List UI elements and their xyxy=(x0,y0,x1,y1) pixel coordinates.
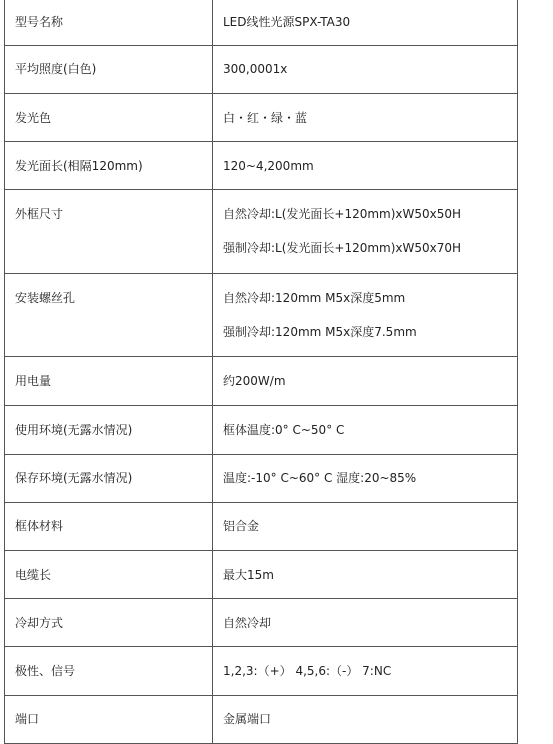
value-line: 自然冷却:L(发光面长+120mm)xW50x50H xyxy=(223,207,462,222)
row-value: 1,2,3:（+） 4,5,6:（-） 7:NC xyxy=(213,647,518,695)
row-value: 铝合金 xyxy=(213,502,518,550)
table-row xyxy=(5,454,518,502)
table-row xyxy=(5,357,518,406)
row-label: 发光色 xyxy=(5,93,213,141)
table-row xyxy=(5,551,518,599)
row-label: 冷却方式 xyxy=(5,599,213,647)
row-value: 框体温度:0° C~50° C xyxy=(213,406,518,454)
table-row xyxy=(5,406,518,454)
table-row xyxy=(5,599,518,647)
row-label: 用电量 xyxy=(5,357,213,406)
row-value: 金属端口 xyxy=(213,695,518,743)
value-line: 强制冷却:L(发光面长+120mm)xW50x70H xyxy=(223,241,462,256)
row-value: 约200W/m xyxy=(213,357,518,406)
row-label: 电缆长 xyxy=(5,551,213,599)
row-label: 保存环境(无露水情况) xyxy=(5,454,213,502)
row-value: 白・红・绿・蓝 xyxy=(213,93,518,141)
row-value: LED线性光源SPX-TA30 xyxy=(213,0,518,45)
row-label: 框体材料 xyxy=(5,502,213,550)
table-row xyxy=(5,695,518,743)
spec-table xyxy=(4,0,518,744)
table-row xyxy=(5,93,518,141)
row-label: 平均照度(白色) xyxy=(5,45,213,93)
row-value: 300,0001x xyxy=(213,45,518,93)
table-row xyxy=(5,273,518,356)
value-line: 自然冷却:120mm M5x深度5mm xyxy=(223,290,406,305)
row-label: 极性、信号 xyxy=(5,647,213,695)
table-row xyxy=(5,647,518,695)
table-row xyxy=(5,0,518,45)
row-value xyxy=(213,273,518,356)
table-row xyxy=(5,142,518,190)
table-row xyxy=(5,190,518,273)
row-label: 发光面长(相隔120mm) xyxy=(5,142,213,190)
table-row xyxy=(5,502,518,550)
value-line: 强制冷却:120mm M5x深度7.5mm xyxy=(223,324,417,339)
row-label: 端口 xyxy=(5,695,213,743)
row-value: 120~4,200mm xyxy=(213,142,518,190)
table-row xyxy=(5,45,518,93)
row-label: 使用环境(无露水情况) xyxy=(5,406,213,454)
spec-table-body xyxy=(5,0,518,744)
row-value: 最大15m xyxy=(213,551,518,599)
row-label: 安装螺丝孔 xyxy=(5,273,213,356)
row-label: 外框尺寸 xyxy=(5,190,213,273)
row-label: 型号名称 xyxy=(5,0,213,45)
row-value: 自然冷却 xyxy=(213,599,518,647)
row-value: 温度:-10° C~60° C 湿度:20~85% xyxy=(213,454,518,502)
row-value xyxy=(213,190,518,273)
